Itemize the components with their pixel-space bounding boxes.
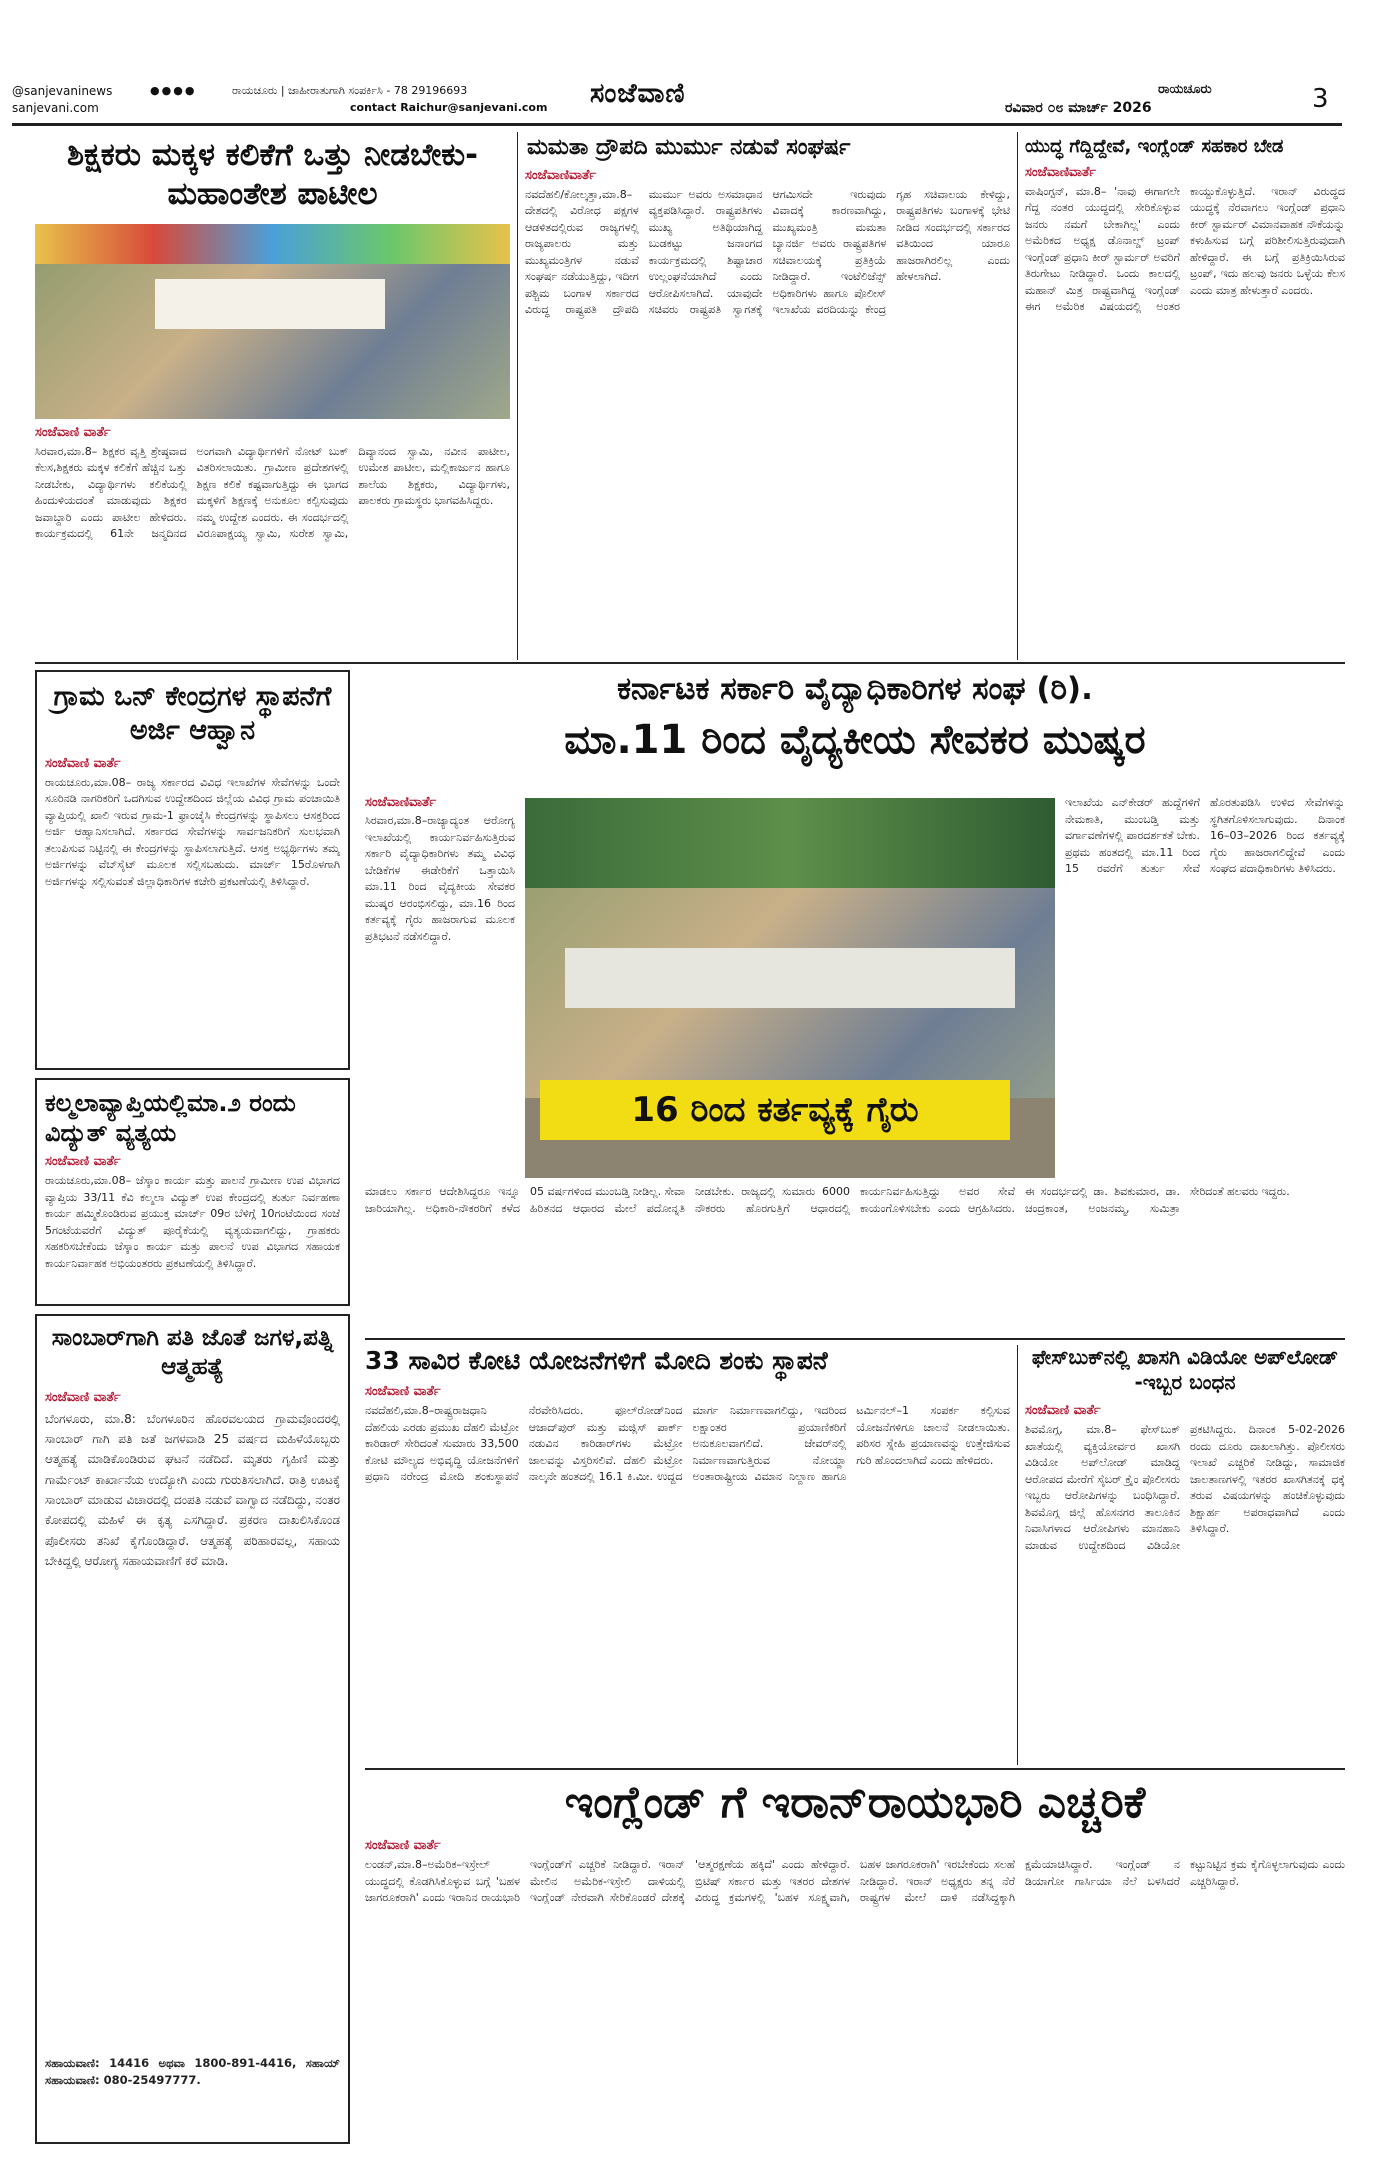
- social-icons: [150, 84, 196, 97]
- story-body-right: ಇಲಾಖೆಯ ಎನ್‌ಕೇಡರ್ ಹುದ್ದೆಗಳಿಗೆ ನೇಮಕಾತಿ, ಮುಂಬಡ್ತಿ ಮತ್ತು ವರ್ಗಾವಣೆಗಳಲ್ಲಿ ಪಾರದರ್ಶಕತೆ ಬೇಕು. ಪ್ರಥಮ ಹಂತದಲ್ಲಿ ಮಾ.11 ರಿಂದ 15 ರವರೆಗೆ ತುರ್ತು ಸೇವೆ ಹೊರತುಪಡಿಸಿ ಉಳಿದ ಸೇವೆಗಳನ್ನು ಸ್ಥಗಿತಗೊಳಿಸಲಾಗುವುದು. ದಿನಾಂಕ 16–03–2026 ರಿಂದ ಕರ್ತವ್ಯಕ್ಕೆ ಗೈರು ಹಾಜರಾಗಲಿದ್ದೇವೆ ಎಂದು ಸಂಘದ ಪದಾಧಿಕಾರಿಗಳು ತಿಳಿಸಿದರು.: [1065, 796, 1345, 875]
- story-body: ನವದೆಹಲಿ/ಕೋಲ್ಕತ್ತಾ,ಮಾ.8– ದೇಶದಲ್ಲಿ ವಿರೋಧ ಪಕ್ಷಗಳ ಆಡಳಿತದಲ್ಲಿರುವ ರಾಜ್ಯಗಳಲ್ಲಿ ರಾಜ್ಯಪಾಲರು ಮತ್ತು ಮುಖ್ಯಮಂತ್ರಿಗಳ ನಡುವೆ ಸಂಘರ್ಷ ನಡೆಯುತ್ತಿದ್ದು, ಇದೀಗ ಪಶ್ಚಿಮ ಬಂಗಾಳ ಸರ್ಕಾರದ ವಿರುದ್ಧ ರಾಷ್ಟ್ರಪತಿ ದ್ರೌಪದಿ ಮುರ್ಮು ಅವರು ಅಸಮಾಧಾನ ವ್ಯಕ್ತಪಡಿಸಿದ್ದಾರೆ. ರಾಷ್ಟ್ರಪತಿಗಳು ಮುಖ್ಯ ಅತಿಥಿಯಾಗಿದ್ದ ಬುಡಕಟ್ಟು ಜನಾಂಗದ ಕಾರ್ಯಕ್ರಮದಲ್ಲಿ ಶಿಷ್ಟಾಚಾರ ಉಲ್ಲಂಘನೆಯಾಗಿದೆ ಎಂದು ಆರೋಪಿಸಲಾಗಿದೆ. ಯಾವುದೇ ಸಚಿವರು ರಾಷ್ಟ್ರಪತಿ ಸ್ವಾಗತಕ್ಕೆ ಆಗಮಿಸದೇ ಇರುವುದು ವಿವಾದಕ್ಕೆ ಕಾರಣವಾಗಿದ್ದು, ಮುಖ್ಯಮಂತ್ರಿ ಮಮತಾ ಬ್ಯಾನರ್ಜಿ ಅವರು ರಾಷ್ಟ್ರಪತಿಗಳ ಸಚಿವಾಲಯಕ್ಕೆ ಪ್ರತಿಕ್ರಿಯೆ ನೀಡಿದ್ದಾರೆ. ಇಂಟೆಲಿಜೆನ್ಸ್ ಅಧಿಕಾರಿಗಳು ಹಾಗೂ ಪೊಲೀಸ್ ಇಲಾಖೆಯ ವರದಿಯನ್ನು ಕೇಂದ್ರ ಗೃಹ ಸಚಿವಾಲಯ ಕೇಳಿದ್ದು, ರಾಷ್ಟ್ರಪತಿಗಳು ಬಂಗಾಳಕ್ಕೆ ಭೇಟಿ ನೀಡಿದ ಸಂದರ್ಭದಲ್ಲಿ ಸರ್ಕಾರದ ವತಿಯಿಂದ ಯಾರೂ ಹಾಜರಾಗಿರಲಿಲ್ಲ ಎಂದು ಹೇಳಲಾಗಿದೆ.: [525, 187, 1010, 316]
- byline: ಸಂಜೆವಾಣಿ ವಾರ್ತೆ: [365, 1384, 441, 1400]
- headline: ಸಾಂಬಾರ್‌ಗಾಗಿ ಪತಿ ಜೊತೆ ಜಗಳ,ಪತ್ನಿ ಆತ್ಮಹತ್ಯೆ: [51, 1325, 334, 1380]
- headline: ಇಂಗ್ಲೆಂಡ್ ಗೆ ಇರಾನ್‌ರಾಯಭಾರಿ ಎಚ್ಚರಿಕೆ: [564, 1777, 1146, 1828]
- story-body: ನವದೆಹಲಿ,ಮಾ.8–ರಾಷ್ಟ್ರರಾಜಧಾನಿ ದೆಹಲಿಯ ಎರಡು ಪ್ರಮುಖ ದೆಹಲಿ ಮೆಟ್ರೋ ಕಾರಿಡಾರ್ ಸೇರಿದಂತೆ ಸುಮಾರು 33,500 ಕೋಟಿ ಮೌಲ್ಯದ ಅಭಿವೃದ್ಧಿ ಯೋಜನೆಗಳಿಗೆ ಪ್ರಧಾನಿ ನರೇಂದ್ರ ಮೋದಿ ಶಂಕುಸ್ಥಾಪನೆ ನೆರವೇರಿಸಿದರು. ಫೂಲ್‌ರೋಡ್‌ನಿಂದ ಆಜಾದ್‌ಪುರ್ ಮತ್ತು ಮಜ್ಲಿಸ್ ಪಾರ್ಕ್ ನಡುವಿನ ಕಾರಿಡಾರ್‌ಗಳು ಮೆಟ್ರೋ ಜಾಲವನ್ನು ವಿಸ್ತರಿಸಲಿವೆ. ದೆಹಲಿ ಮೆಟ್ರೋ ನಾಲ್ಕನೇ ಹಂತದಲ್ಲಿ 16.1 ಕಿ.ಮೀ. ಉದ್ದದ ಮಾರ್ಗ ನಿರ್ಮಾಣವಾಗಲಿದ್ದು, ಇದರಿಂದ ಲಕ್ಷಾಂತರ ಪ್ರಯಾಣಿಕರಿಗೆ ಅನುಕೂಲವಾಗಲಿದೆ. ಜೇವರ್‌ನಲ್ಲಿ ನಿರ್ಮಾಣವಾಗುತ್ತಿರುವ ನೋಯ್ಡಾ ಅಂತಾರಾಷ್ಟ್ರೀಯ ವಿಮಾನ ನಿಲ್ದಾಣ ಹಾಗೂ ಟರ್ಮಿನಲ್–1 ಸಂಪರ್ಕ ಕಲ್ಪಿಸುವ ಯೋಜನೆಗಳಿಗೂ ಚಾಲನೆ ನೀಡಲಾಯಿತು. ಪರಿಸರ ಸ್ನೇಹಿ ಪ್ರಯಾಣವನ್ನು ಉತ್ತೇಜಿಸುವ ಗುರಿ ಹೊಂದಲಾಗಿದೆ ಎಂದು ಹೇಳಿದರು.: [365, 1404, 1010, 1484]
- story-mamata: [525, 130, 1010, 660]
- headline: ಯುದ್ಧ ಗೆದ್ದಿದ್ದೇವೆ, ಇಂಗ್ಲೆಂಡ್ ಸಹಕಾರ ಬೇಡ: [1025, 136, 1284, 157]
- byline: ಸಂಜೆವಾಣಿ ವಾರ್ತೆ: [45, 755, 121, 771]
- headline: ಗ್ರಾಮ ಒನ್ ಕೇಂದ್ರಗಳ ಸ್ಥಾಪನೆಗೆ ಅರ್ಜಿ ಆಹ್ವಾನ: [53, 681, 332, 746]
- story-modi: [365, 1345, 1010, 1765]
- byline: ಸಂಜೆವಾಣಿವಾರ್ತೆ: [365, 795, 437, 810]
- byline: ಸಂಜೆವಾಣಿ ವಾರ್ತೆ: [35, 424, 111, 440]
- byline: ಸಂಜೆವಾಣಿವಾರ್ತೆ: [1025, 164, 1097, 180]
- headline: ಫೇಸ್‌ಬುಕ್‌ನಲ್ಲಿ ಖಾಸಗಿ ವಿಡಿಯೋ ಅಪ್‌ಲೋಡ್ -ಇಬ್ಬರ ಬಂಧನ: [1031, 1345, 1339, 1394]
- photo-caption: 16 ರಿಂದ ಕರ್ತವ್ಯಕ್ಕೆ ಗೈರು: [631, 1089, 919, 1130]
- story-iran: [365, 1775, 1345, 2145]
- story-kallur: [35, 1078, 350, 1306]
- masthead-city: ರಾಯಚೂರು: [1158, 82, 1212, 97]
- byline: ಸಂಜೆವಾಣಿವಾರ್ತೆ: [525, 167, 597, 183]
- story-body: ಬೆಂಗಳೂರು, ಮಾ.8: ಬೆಂಗಳೂರಿನ ಹೊರವಲಯದ ಗ್ರಾಮವೊಂದರಲ್ಲಿ ಸಾಂಬಾರ್ ಗಾಗಿ ಪತಿ ಜತೆ ಜಗಳವಾಡಿ 25 ವರ್ಷದ ಮಹಿಳೆಯೊಬ್ಬರು ಆತ್ಮಹತ್ಯೆ ಮಾಡಿಕೊಂಡಿರುವ ಘಟನೆ ನಡೆದಿದೆ. ಮೃತರು ಗೃಹಿಣಿ ಮತ್ತು ಗಾರ್ಮೆಂಟ್ ಕಾರ್ಖಾನೆಯ ಉದ್ಯೋಗಿ ಎಂದು ಗುರುತಿಸಲಾಗಿದೆ. ರಾತ್ರಿ ಊಟಕ್ಕೆ ಸಾಂಬಾರ್ ಮಾಡುವ ವಿಚಾರದಲ್ಲಿ ದಂಪತಿ ನಡುವೆ ವಾಗ್ವಾದ ನಡೆದಿದ್ದು, ನಂತರ ಕೋಪದಲ್ಲಿ ಮಹಿಳೆ ಈ ಕೃತ್ಯ ಎಸಗಿದ್ದಾರೆ. ಪ್ರಕರಣ ದಾಖಲಿಸಿಕೊಂಡ ಪೊಲೀಸರು ತನಿಖೆ ಕೈಗೊಂಡಿದ್ದಾರೆ. ಆತ್ಮಹತ್ಯೆ ಪರಿಹಾರವಲ್ಲ, ಸಹಾಯ ಬೇಕಿದ್ದಲ್ಲಿ ಆರೋಗ್ಯ ಸಹಾಯವಾಣಿಗೆ ಕರೆ ಮಾಡಿ.: [45, 1411, 340, 1569]
- column-divider: [517, 132, 518, 660]
- masthead-social: @sanjevaninews: [12, 84, 113, 98]
- column-divider: [1017, 1345, 1018, 1765]
- photo-caption-banner: [540, 1080, 1010, 1140]
- byline: ಸಂಜೆವಾಣಿ ವಾರ್ತೆ: [1025, 1403, 1101, 1418]
- story-body: ಲಂಡನ್,ಮಾ.8–ಅಮೆರಿಕ–ಇಸ್ರೇಲ್ ಯುದ್ಧದಲ್ಲಿ ಕೊಡಗಿಸಿಕೊಳ್ಳುವ ಬಗ್ಗೆ 'ಬಹಳ ಜಾಗರೂಕರಾಗಿ' ಎಂದು ಇರಾನಿನ ರಾಯಭಾರಿ ಇಂಗ್ಲೆಂಡ್‌ಗೆ ಎಚ್ಚರಿಕೆ ನೀಡಿದ್ದಾರೆ. ಇರಾನ್ ಮೇಲಿನ ಅಮೆರಿಕ-ಇಸ್ರೇಲಿ ದಾಳಿಯಲ್ಲಿ ಇಂಗ್ಲೆಂಡ್ ನೇರವಾಗಿ ಸೇರಿಕೊಂಡರೆ ದೇಶಕ್ಕೆ 'ಆತ್ಮರಕ್ಷಣೆಯ ಹಕ್ಕಿದೆ' ಎಂದು ಹೇಳಿದ್ದಾರೆ. ಬ್ರಿಟಿಷ್ ಸರ್ಕಾರ ಮತ್ತು ಇತರರ ದೇಶಗಳ ವಿರುದ್ಧ ಕ್ರಮಗಳಲ್ಲಿ 'ಬಹಳ ಸೂಕ್ಷ್ಮವಾಗಿ, ಬಹಳ ಜಾಗರೂಕರಾಗಿ' ಇರಬೇಕೆಂದು ಸಲಹೆ ನೀಡಿದ್ದಾರೆ. ಇರಾನ್ ಅಧ್ಯಕ್ಷರು ತನ್ನ ನೆರೆ ರಾಷ್ಟ್ರಗಳ ಮೇಲೆ ದಾಳಿ ನಡೆಸಿದ್ದಕ್ಕಾಗಿ ಕ್ಷಮೆಯಾಚಿಸಿದ್ದಾರೆ. ಇಂಗ್ಲೆಂಡ್ ನ ಡಿಯಾಗೋ ಗಾರ್ಸಿಯಾ ನೆಲೆ ಬಳಸಿದರೆ ಕಟ್ಟುನಿಟ್ಟಿನ ಕ್ರಮ ಕೈಗೊಳ್ಳಲಾಗುವುದು ಎಂದು ಎಚ್ಚರಿಸಿದ್ದಾರೆ.: [365, 1858, 1345, 1904]
- masthead-logo: [590, 78, 780, 118]
- byline: ಸಂಜೆವಾಣಿ ವಾರ್ತೆ: [45, 1154, 121, 1169]
- story-body-bottom: ಮಾಡಲು ಸರ್ಕಾರ ಆದೇಶಿಸಿದ್ದರೂ ಇನ್ನೂ ಜಾರಿಯಾಗಿಲ್ಲ. ಅಧಿಕಾರಿ-ನೌಕರರಿಗೆ ಕಳೆದ 05 ವರ್ಷಗಳಿಂದ ಮುಂಬಡ್ತಿ ನೀಡಿಲ್ಲ. ಸೇವಾ ಹಿರಿತನದ ಆಧಾರದ ಮೇಲೆ ಪದೋನ್ನತಿ ನೀಡಬೇಕು. ರಾಜ್ಯದಲ್ಲಿ ಸುಮಾರು 6000 ನೌಕರರು ಹೊರಗುತ್ತಿಗೆ ಆಧಾರದಲ್ಲಿ ಕಾರ್ಯನಿರ್ವಹಿಸುತ್ತಿದ್ದು ಅವರ ಸೇವೆ ಕಾಯಂಗೊಳಿಸಬೇಕು ಎಂದು ಆಗ್ರಹಿಸಿದರು. ಈ ಸಂದರ್ಭದಲ್ಲಿ ಡಾ. ಶಿವಕುಮಾರ, ಡಾ. ಚಂದ್ರಕಾಂತ, ಅಂಜನಮ್ಮ, ಸುಮಿತ್ರಾ ಸೇರಿದಂತೆ ಹಲವರು ಇದ್ದರು.: [365, 1185, 1290, 1215]
- byline: ಸಂಜೆವಾಣಿ ವಾರ್ತೆ: [365, 1838, 441, 1853]
- instagram-icon: ●: [161, 84, 174, 97]
- headline: ಕಲ್ಮಲಾವ್ಯಾಪ್ತಿಯಲ್ಲಿಮಾ.೨ ರಂದು ವಿದ್ಯುತ್ ವ್ಯತ್ಯಯ: [45, 1089, 296, 1147]
- masthead-site: sanjevani.com: [12, 101, 99, 115]
- facebook-icon: ●: [150, 84, 162, 97]
- youtube-icon: ●: [184, 84, 197, 97]
- section-rule: [365, 1768, 1345, 1770]
- masthead-rule: [12, 123, 1342, 126]
- story-facebook: [1025, 1345, 1345, 1765]
- headline: 33 ಸಾವಿರ ಕೋಟಿ ಯೋಜನೆಗಳಿಗೆ ಮೋದಿ ಶಂಕು ಸ್ಥಾಪನೆ: [365, 1346, 828, 1375]
- headline: ಮಾ.11 ರಿಂದ ವೈದ್ಯಕೀಯ ಸೇವಕರ ಮುಷ್ಕರ: [564, 716, 1146, 763]
- story-body-left: ಸಿರವಾರ,ಮಾ.8–ರಾಜ್ಯಾದ್ಯಂತ ಆರೋಗ್ಯ ಇಲಾಖೆಯಲ್ಲಿ ಕಾರ್ಯನಿರ್ವಹಿಸುತ್ತಿರುವ ಸರ್ಕಾರಿ ವೈದ್ಯಾಧಿಕಾರಿಗಳು ತಮ್ಮ ವಿವಿಧ ಬೇಡಿಕೆಗಳ ಈಡೇರಿಕೆಗೆ ಒತ್ತಾಯಿಸಿ ಮಾ.11 ರಿಂದ ವೈದ್ಯಕೀಯ ಸೇವಕರ ಮುಷ್ಕರ ಆರಂಭಿಸಲಿದ್ದು, ಮಾ.16 ರಿಂದ ಕರ್ತವ್ಯಕ್ಕೆ ಗೈರು ಹಾಜರಾಗುವ ಮೂಲಕ ಪ್ರತಿಭಟನೆ ನಡೆಸಲಿದ್ದಾರೆ.: [365, 814, 515, 943]
- x-icon: ●: [173, 84, 185, 97]
- story-body: ರಾಯಚೂರು,ಮಾ.08– ಜೆಸ್ಕಾಂ ಕಾರ್ಯ ಮತ್ತು ಪಾಲನೆ ಗ್ರಾಮೀಣ ಉಪ ವಿಭಾಗದ ವ್ಯಾಪ್ತಿಯ 33/11 ಕೆವಿ ಕಲ್ಮಲಾ ವಿದ್ಯುತ್ ಉಪ ಕೇಂದ್ರದಲ್ಲಿ ತುರ್ತು ನಿರ್ವಹಣಾ ಕಾರ್ಯ ಹಮ್ಮಿಕೊಂಡಿರುವ ಪ್ರಯುಕ್ತ ಮಾರ್ಚ್ 09ರ ಬೆಳಿಗ್ಗೆ 10ಗಂಟೆಯಿಂದ ಸಂಜೆ 5ಗಂಟೆಯವರೆಗೆ ವಿದ್ಯುತ್ ಪೂರೈಕೆಯಲ್ಲಿ ವ್ಯತ್ಯಯವಾಗಲಿದ್ದು, ಗ್ರಾಹಕರು ಸಹಕರಿಸಬೇಕೆಂದು ಜೆಸ್ಕಾಂ ಕಾರ್ಯ ಮತ್ತು ಪಾಲನೆ ಉಪ ವಿಭಾಗದ ಸಹಾಯಕ ಕಾರ್ಯನಿರ್ವಾಹಕ ಅಭಿಯಂತರರು ಪ್ರಕಟಣೆಯಲ್ಲಿ ತಿಳಿಸಿದ್ದಾರೆ.: [45, 1174, 340, 1270]
- masthead-date: ರವಿವಾರ ೦೮ ಮಾರ್ಚ್ 2026: [1005, 100, 1152, 116]
- story-body: ಸಿರವಾರ,ಮಾ.8– ಶಿಕ್ಷಕರ ವೃತ್ತಿ ಶ್ರೇಷ್ಠವಾದ ಕೆಲಸ,ಶಿಕ್ಷಕರು ಮಕ್ಕಳ ಕಲಿಕೆಗೆ ಹೆಚ್ಚಿನ ಒತ್ತು ನೀಡಬೇಕು, ವಿದ್ಯಾರ್ಥಿಗಳು ಕಲಿಕೆಯಲ್ಲಿ ಹಿಂದುಳಿಯದಂತೆ ಮಾಡುವುದು ಶಿಕ್ಷಕರ ಜವಾಬ್ದಾರಿ ಎಂದು ಪಾಟೀಲ ಹೇಳಿದರು. ಕಾರ್ಯಕ್ರಮದಲ್ಲಿ 61ನೇ ಜನ್ಮದಿನದ ಅಂಗವಾಗಿ ವಿದ್ಯಾರ್ಥಿಗಳಿಗೆ ನೋಟ್ ಬುಕ್ ವಿತರಿಸಲಾಯಿತು. ಗ್ರಾಮೀಣ ಪ್ರದೇಶಗಳಲ್ಲಿ ಶಿಕ್ಷಣ ಕಲಿಕೆ ಕಷ್ಟವಾಗುತ್ತಿದ್ದು ಈ ಭಾಗದ ಮಕ್ಕಳಿಗೆ ಶಿಕ್ಷಣಕ್ಕೆ ಅನುಕೂಲ ಕಲ್ಪಿಸುವುದು ನಮ್ಮ ಉದ್ದೇಶ ಎಂದರು. ಈ ಸಂದರ್ಭದಲ್ಲಿ ವಿರೂಪಾಕ್ಷಯ್ಯ ಸ್ವಾಮಿ, ಸುರೇಶ ಸ್ವಾಮಿ, ದಿವ್ಯಾನಂದ ಸ್ವಾಮಿ, ನವೀನ ಪಾಟೀಲ, ಉಮೇಶ ಪಾಟೀಲ, ಮಲ್ಲಿಕಾರ್ಜುನ ಹಾಗೂ ಶಾಲೆಯ ಶಿಕ್ಷಕರು, ವಿದ್ಯಾರ್ಥಿಗಳು, ಪಾಲಕರು ಗ್ರಾಮಸ್ಥರು ಭಾಗವಹಿಸಿದ್ದರು.: [35, 444, 510, 540]
- kicker: ಕರ್ನಾಟಕ ಸರ್ಕಾರಿ ವೈದ್ಯಾಧಿಕಾರಿಗಳ ಸಂಘ (ರಿ).: [617, 671, 1093, 707]
- page-number: 3: [1312, 84, 1329, 114]
- story-body: ರಾಯಚೂರು,ಮಾ.08– ರಾಜ್ಯ ಸರ್ಕಾರದ ವಿವಿಧ ಇಲಾಖೆಗಳ ಸೇವೆಗಳನ್ನು ಒಂದೇ ಸೂರಿನಡಿ ನಾಗರಿಕರಿಗೆ ಒದಗಿಸುವ ಉದ್ದೇಶದಿಂದ ಜಿಲ್ಲೆಯ ವಿವಿಧ ಗ್ರಾಮ ಪಂಚಾಯಿತಿ ವ್ಯಾಪ್ತಿಯಲ್ಲಿ ಖಾಲಿ ಇರುವ ಗ್ರಾಮ-1 ಫ್ರಾಂಚೈಸಿ ಕೇಂದ್ರಗಳನ್ನು ಸ್ಥಾಪಿಸಲು ಆಸಕ್ತರಿಂದ ಅರ್ಜಿ ಆಹ್ವಾನಿಸಲಾಗಿದೆ. ಸರ್ಕಾರದ ಸೇವೆಗಳನ್ನು ಸಾರ್ವಜನಿಕರಿಗೆ ಸುಲಭವಾಗಿ ತಲುಪಿಸುವ ನಿಟ್ಟಿನಲ್ಲಿ ಈ ಕೇಂದ್ರಗಳನ್ನು ಸ್ಥಾಪಿಸಲಾಗುತ್ತಿದೆ. ಆಸಕ್ತ ಅಭ್ಯರ್ಥಿಗಳು ತಮ್ಮ ಅರ್ಜಿಗಳನ್ನು ವೆಬ್‌ಸೈಟ್ ಮೂಲಕ ಸಲ್ಲಿಸಬಹುದು. ಮಾರ್ಚ್ 15ರೊಳಗಾಗಿ ಅರ್ಜಿಗಳನ್ನು ಸಲ್ಲಿಸುವಂತೆ ಜಿಲ್ಲಾಧಿಕಾರಿಗಳ ಕಚೇರಿ ಪ್ರಕಟಣೆಯಲ್ಲಿ ತಿಳಿಸಿದ್ದಾರೆ.: [45, 775, 340, 888]
- story-teachers: [35, 130, 510, 660]
- masthead-contact-2: contact Raichur@sanjevani.com: [350, 101, 548, 114]
- byline: ಸಂಜೆವಾಣಿ ವಾರ್ತೆ: [45, 1389, 121, 1405]
- headline: ಶಿಕ್ಷಕರು ಮಕ್ಕಳ ಕಲಿಕೆಗೆ ಒತ್ತು ನೀಡಬೇಕು-ಮಹಾಂತೇಶ ಪಾಟೀಲ: [67, 137, 478, 212]
- story-doctors: [365, 670, 1345, 1335]
- story-war: [1025, 130, 1345, 660]
- story-body: ವಾಷಿಂಗ್ಟನ್, ಮಾ.8– 'ನಾವು ಈಗಾಗಲೇ ಗೆದ್ದ ನಂತರ ಯುದ್ಧದಲ್ಲಿ ಸೇರಿಕೊಳ್ಳುವ ಜನರು ನಮಗೆ ಬೇಕಾಗಿಲ್ಲ' ಎಂದು ಅಮೆರಿಕದ ಅಧ್ಯಕ್ಷ ಡೊನಾಲ್ಡ್ ಟ್ರಂಪ್ ಇಂಗ್ಲೆಂಡ್ ಪ್ರಧಾನಿ ಕೀರ್ ಸ್ಟಾರ್ಮರ್ ಅವರಿಗೆ ತಿರುಗೇಟು ನೀಡಿದ್ದಾರೆ. ಒಂದು ಕಾಲದಲ್ಲಿ ಮಹಾನ್ ಮಿತ್ರ ರಾಷ್ಟ್ರವಾಗಿದ್ದ ಇಂಗ್ಲೆಂಡ್ ಈಗ ಅಮೆರಿಕ ವಿಷಯದಲ್ಲಿ ಅಂತರ ಕಾಯ್ದುಕೊಳ್ಳುತ್ತಿದೆ. ಇರಾನ್ ವಿರುದ್ಧದ ಯುದ್ಧಕ್ಕೆ ನೆರವಾಗಲು ಇಂಗ್ಲೆಂಡ್ ಪ್ರಧಾನಿ ಕೀರ್ ಸ್ಟಾರ್ಮರ್ ವಿಮಾನವಾಹಕ ನೌಕೆಯನ್ನು ಕಳುಹಿಸುವ ಬಗ್ಗೆ ಪರಿಶೀಲಿಸುತ್ತಿರುವುದಾಗಿ ಹೇಳಿದ್ದಾರೆ. ಈ ಬಗ್ಗೆ ಪ್ರತಿಕ್ರಿಯಿಸಿರುವ ಟ್ರಂಪ್, ಇದು ಹಲವು ಜನರು ಒಳ್ಳೆಯ ಕೆಲಸ ಎಂದು ಮಾತ್ರ ಹೇಳುತ್ತಾರೆ ಎಂದರು.: [1025, 184, 1345, 313]
- masthead-contact-1: ರಾಯಚೂರು | ಜಾಹೀರಾತುಗಾಗಿ ಸಂಪರ್ಕಿಸಿ - 78 29196693: [232, 84, 468, 97]
- story-sambar: [35, 1314, 350, 2144]
- column-divider: [1017, 132, 1018, 660]
- masthead: [0, 0, 1378, 130]
- story-grama-one: [35, 670, 350, 1070]
- headline: ಮಮತಾ ದ್ರೌಪದಿ ಮುರ್ಮು ನಡುವೆ ಸಂಘರ್ಷ: [527, 135, 851, 160]
- logo-text: ಸಂಜೆವಾಣಿ: [590, 78, 686, 109]
- section-rule: [365, 1338, 1345, 1340]
- section-rule: [35, 662, 1345, 664]
- helpline: ಸಹಾಯವಾಣಿ: 14416 ಅಥವಾ 1800-891-4416, ಸಹಾಯ್ ಸಹಾಯವಾಣಿ: 080-25497777.: [45, 2055, 340, 2087]
- story-body: ಶಿವಮೊಗ್ಗ, ಮಾ.8– ಫೇಸ್‌ಬುಕ್ ಖಾತೆಯಲ್ಲಿ ವ್ಯಕ್ತಿಯೋರ್ವರ ಖಾಸಗಿ ವಿಡಿಯೋ ಅಪ್‌ಲೋಡ್ ಮಾಡಿದ್ದ ಆರೋಪದ ಮೇರೆಗೆ ಸೈಬರ್ ಕ್ರೈಂ ಪೊಲೀಸರು ಇಬ್ಬರು ಆರೋಪಿಗಳನ್ನು ಬಂಧಿಸಿದ್ದಾರೆ. ಶಿವಮೊಗ್ಗ ಜಿಲ್ಲೆ ಹೊಸನಗರ ತಾಲೂಕಿನ ನಿವಾಸಿಗಳಾದ ಆರೋಪಿಗಳು ಮಾನಹಾನಿ ಮಾಡುವ ಉದ್ದೇಶದಿಂದ ವಿಡಿಯೋ ಪ್ರಕಟಿಸಿದ್ದರು. ದಿನಾಂಕ 5-02-2026 ರಂದು ದೂರು ದಾಖಲಾಗಿತ್ತು. ಪೊಲೀಸರು ಇಲಾಖೆ ಎಚ್ಚರಿಕೆ ನೀಡಿದ್ದು, ಸಾಮಾಜಿಕ ಜಾಲತಾಣಗಳಲ್ಲಿ ಇತರರ ಖಾಸಗಿತನಕ್ಕೆ ಧಕ್ಕೆ ತರುವ ವಿಷಯಗಳನ್ನು ಹಂಚಿಕೊಳ್ಳುವುದು ಶಿಕ್ಷಾರ್ಹ ಅಪರಾಧವಾಗಿದೆ ಎಂದು ತಿಳಿಸಿದ್ದಾರೆ.: [1025, 1423, 1345, 1552]
- event-photo: [35, 224, 510, 419]
